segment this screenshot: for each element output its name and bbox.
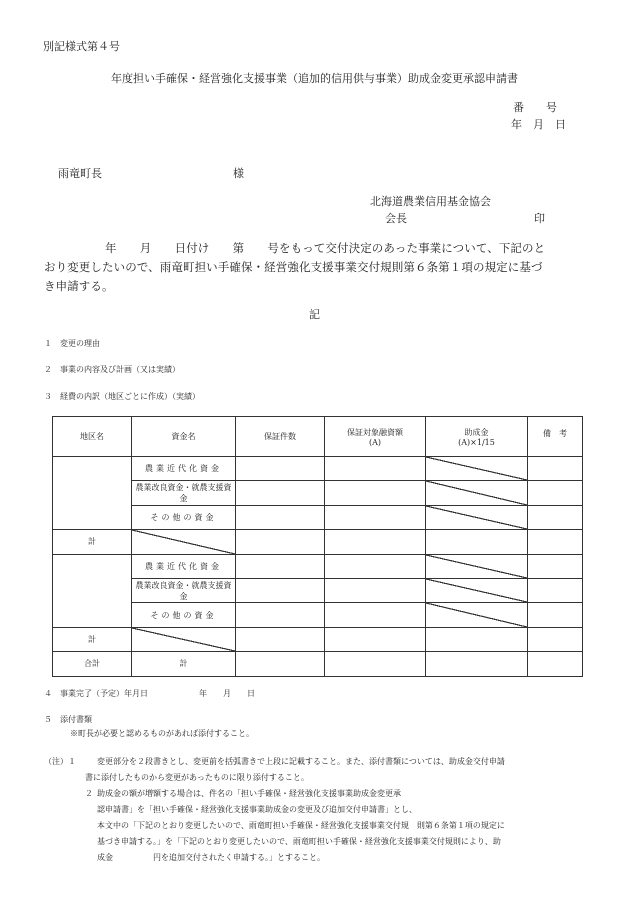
item-5-attachments: ５ 添付書類 [44,715,92,724]
subsidy-cell-slashed [426,457,528,481]
header-remarks: 備 考 [528,417,583,457]
form-number-label: 別記様式第４号 [43,40,120,53]
note-1-line-b: 書に添付したものから変更があったものに限り添付すること。 [85,773,309,782]
remarks-cell[interactable] [528,652,583,676]
note-2-line-d: 基づき申請する。」を「下記のとおり変更したいので、雨竜町担い手確保・経営強化支援事業交付規則により、助 [97,837,501,846]
count-cell[interactable] [236,457,325,481]
header-count: 保証件数 [236,417,325,457]
table-row [53,603,583,627]
fund-cell: 農業近代化資金 [132,457,236,481]
subsidy-cell-slashed [426,578,528,602]
remarks-cell[interactable] [528,627,583,651]
notes-lead: （注）１ [44,757,76,766]
item-1-reason: １ 変更の理由 [44,339,100,348]
document-number-label: 番 号 [513,101,557,114]
fund-cell: 農業改良資金・就農支援資金 [132,578,236,602]
note-2-line-b: 認申請書」を「担い手確保・経営強化支援事業助成金の変更及び追加交付申請書」とし、 [97,805,417,814]
table-row [53,481,583,505]
table-row [53,505,583,529]
item-4-date-placeholder: 年 月 日 [199,689,255,698]
subsidy-cell-slashed [426,481,528,505]
remarks-cell[interactable] [528,505,583,529]
item-5-attachments-note: ※町長が必要と認めるものがあれば添付すること。 [70,729,254,738]
fund-cell: その他の資金 [132,603,236,627]
header-subsidy-line2: (A)×1/15 [458,437,495,447]
fund-cell: その他の資金 [132,505,236,529]
target-cell[interactable] [325,481,426,505]
body-line-2: おり変更したいので、雨竜町担い手確保・経営強化支援事業交付規則第６条第１項の規定に基づ [44,260,543,274]
header-target-amount [325,417,426,457]
page-title: 年度担い手確保・経営強化支援事業（追加的信用供与事業）助成金変更承認申請書 [111,72,518,85]
target-cell[interactable] [325,652,426,676]
district-cell[interactable] [53,554,132,627]
subtotal-row [53,530,583,554]
remarks-cell[interactable] [528,530,583,554]
count-cell[interactable] [236,530,325,554]
target-cell[interactable] [325,554,426,578]
body-line-3: き申請する。 [44,279,114,293]
table-row [53,457,583,481]
target-cell[interactable] [325,578,426,602]
applicant-organization: 北海道農業信用基金協会 [370,195,491,208]
target-cell[interactable] [325,530,426,554]
remarks-cell[interactable] [528,457,583,481]
fund-cell: 農業改良資金・就農支援資金 [132,481,236,505]
note-2-line-c: 本文中の「下記のとおり変更したいので、雨竜町担い手確保・経営強化支援事業交付規 則第６条第１項の規定に [97,821,505,830]
subsidy-cell-slashed [426,505,528,529]
addressee-honorific: 様 [233,167,244,180]
count-cell[interactable] [236,505,325,529]
document-date-label: 年 月 日 [511,118,566,131]
subtotal-label: 計 [53,530,132,554]
header-target-line1: 保証対象融資額 [347,427,403,437]
subtotal-label: 計 [53,627,132,651]
item-2-content: ２ 事業の内容及び計画（又は実績） [44,365,180,374]
subsidy-cell[interactable] [426,652,528,676]
note-2-line-a: 助成金の額が増額する場合は、件名の「担い手確保・経営強化支援事業助成金変更承 [97,789,401,798]
count-cell[interactable] [236,554,325,578]
applicant-seal-mark: 印 [534,212,545,225]
grand-total-row [53,652,583,676]
fund-cell: 農業近代化資金 [132,554,236,578]
count-cell[interactable] [236,603,325,627]
fund-cell-slashed [132,627,236,651]
ki-marker: 記 [309,308,320,321]
subsidy-cell-slashed [426,603,528,627]
table-row [53,554,583,578]
note-1-line-a: 変更部分を２段書きとし、変更前を括弧書きで上段に記載すること。また、添付書類については、助成金交付申請 [97,757,505,766]
body-paragraph [44,239,592,296]
note-2-number: ２ [85,789,93,798]
item-3-expenses: ３ 経費の内訳（地区ごとに作成）（実績） [44,392,200,401]
remarks-cell[interactable] [528,554,583,578]
district-cell[interactable] [53,457,132,530]
remarks-cell[interactable] [528,603,583,627]
target-cell[interactable] [325,505,426,529]
remarks-cell[interactable] [528,578,583,602]
subsidy-cell[interactable] [426,530,528,554]
header-fund: 資金名 [132,417,236,457]
subsidy-cell[interactable] [426,627,528,651]
grand-total-label: 合計 [53,652,132,676]
applicant-title: 会長 [385,212,407,225]
count-cell[interactable] [236,652,325,676]
target-cell[interactable] [325,603,426,627]
item-4-completion-date: ４ 事業完了（予定）年月日 [44,689,148,698]
grand-total-fund-label: 計 [132,652,236,676]
header-district: 地区名 [53,417,132,457]
target-cell[interactable] [325,627,426,651]
note-2-line-e: 成金 円を追加交付されたく申請する。」とすること。 [97,853,325,862]
table-row [53,578,583,602]
subtotal-row [53,627,583,651]
count-cell[interactable] [236,481,325,505]
body-line-1: 年 月 日付け 第 号をもって交付決定のあった事業について、下記のと [105,241,546,255]
count-cell[interactable] [236,578,325,602]
remarks-cell[interactable] [528,481,583,505]
header-subsidy [426,417,528,457]
subsidy-cell-slashed [426,554,528,578]
table-header-row [53,417,583,457]
count-cell[interactable] [236,627,325,651]
fund-cell-slashed [132,530,236,554]
expense-table [52,416,583,677]
header-target-line2: (A) [368,437,382,447]
target-cell[interactable] [325,457,426,481]
addressee-mayor: 雨竜町長 [58,167,102,180]
header-subsidy-line1: 助成金 [464,427,489,437]
